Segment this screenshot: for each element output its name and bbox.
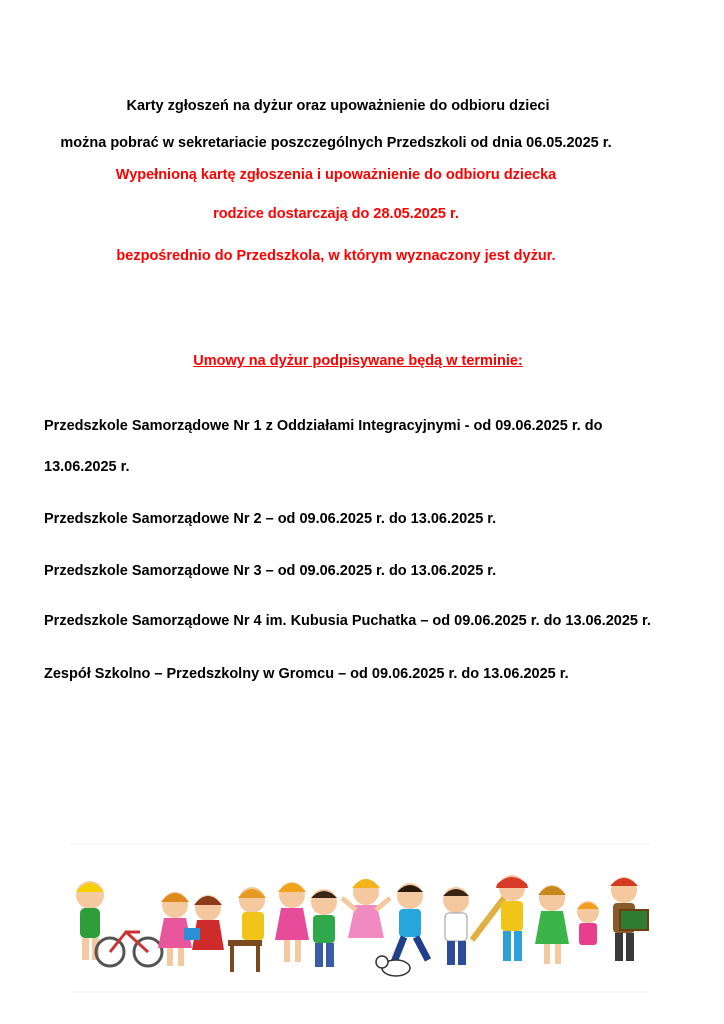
contract-item-1-cont: 13.06.2025 r. (44, 459, 130, 475)
child-with-bicycle-icon (76, 881, 162, 966)
child-on-chair-icon (228, 887, 266, 972)
children-with-board-icon (535, 877, 648, 964)
contract-item-4: Przedszkole Samorządowe Nr 4 im. Kubusia Puchatka – od 09.06.2025 r. do 13.06.2025 r. (44, 613, 651, 629)
notice-line-3: bezpośrednio do Przedszkola, w którym wyznaczony jest dyżur. (116, 248, 556, 264)
intro-line-2: można pobrać w sekretariacie poszczególnych Przedszkoli od dnia 06.05.2025 r. (60, 135, 612, 151)
notice-line-1: Wypełnioną kartę zgłoszenia i upoważnienie do odbioru dziecka (115, 167, 557, 183)
notice-line-2: rodzice dostarczają do 28.05.2025 r. (213, 206, 459, 222)
girl-and-boy-icon (275, 882, 337, 967)
contracts-heading: Umowy na dyżur podpisywane będą w terminie: (193, 353, 523, 369)
contract-item-2: Przedszkole Samorządowe Nr 2 – od 09.06.2025 r. do 13.06.2025 r. (44, 511, 497, 527)
children-playing-illustration (60, 840, 660, 1000)
contract-item-1: Przedszkole Samorządowe Nr 1 z Oddziałami Integracyjnymi - od 09.06.2025 r. do (44, 418, 603, 434)
children-with-books-icon (443, 875, 528, 965)
contract-item-3: Przedszkole Samorządowe Nr 3 – od 09.06.2025 r. do 13.06.2025 r. (44, 563, 497, 579)
girls-reading-icon (158, 892, 224, 966)
children-running-icon (342, 879, 428, 976)
contract-item-5: Zespół Szkolno – Przedszkolny w Gromcu – od 09.06.2025 r. do 13.06.2025 r. (44, 666, 569, 682)
intro-line-1: Karty zgłoszeń na dyżur oraz upoważnienie do odbioru dzieci (126, 98, 550, 114)
